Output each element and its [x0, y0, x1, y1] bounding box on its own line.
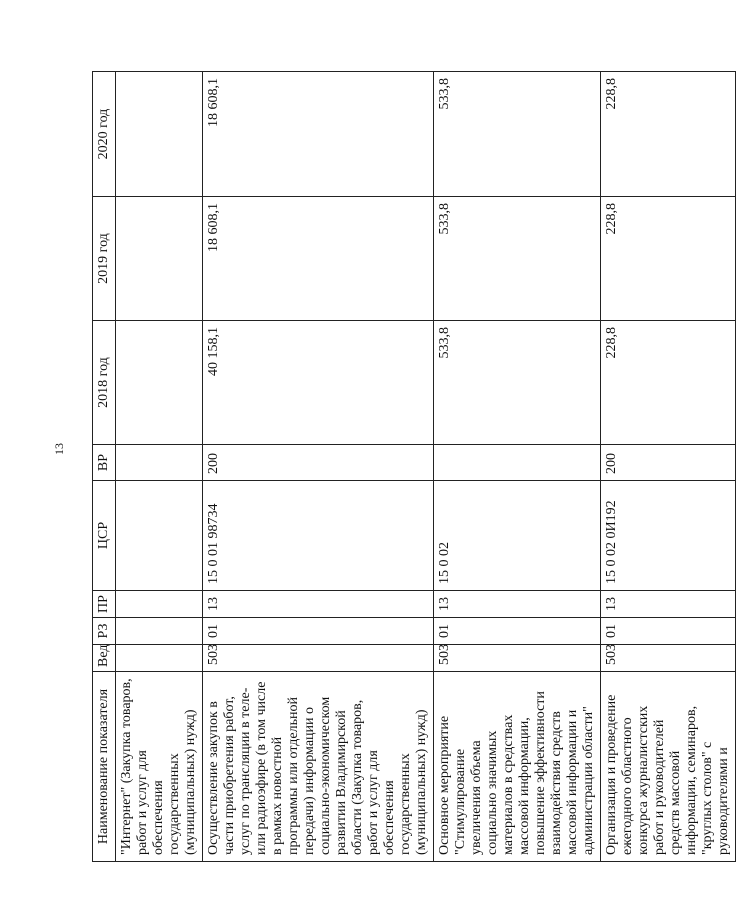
row-ved: 503 — [434, 645, 601, 672]
row-2018: 533,8 — [434, 321, 601, 445]
page-number: 13 — [52, 443, 66, 455]
row-vr — [434, 445, 601, 481]
header-2018: 2018 год — [93, 321, 116, 445]
row-2019: 18 608,1 — [203, 197, 434, 321]
row-pr: 13 — [601, 591, 736, 618]
row-name: Основное мероприятие "Стимулирование увеличения объема социально значимых материалов в средствах массовой информации, повышение эффективности взаимодействия средств массовой информации и администрации области" — [434, 672, 601, 862]
row-2019: 228,8 — [601, 197, 736, 321]
row-2019: 533,8 — [434, 197, 601, 321]
row-pr: 13 — [434, 591, 601, 618]
row-name: Осуществление закупок в части приобретения работ, услуг по трансляции в теле- или радиоэфире (в том числе в рамках новостной программы или отдельной передачи) информации о социально-экономическом развитии Владимирской области (Закупка товаров, работ и услуг для обеспечения государственных (муниципальных) нужд) — [203, 672, 434, 862]
row-pr — [116, 591, 203, 618]
header-rz: РЗ — [93, 618, 116, 645]
row-2019 — [116, 197, 203, 321]
header-2019: 2019 год — [93, 197, 116, 321]
row-2020: 533,8 — [434, 72, 601, 197]
table-row — [601, 72, 736, 862]
row-vr — [116, 445, 203, 481]
row-2020 — [116, 72, 203, 197]
row-name: "Интернет" (Закупка товаров, работ и услуг для обеспечения государственных (муниципальных) нужд) — [116, 672, 203, 862]
row-ved: 503 — [601, 645, 736, 672]
header-row — [93, 72, 116, 862]
row-csr: 15 0 02 0И192 — [601, 481, 736, 591]
row-2018: 40 158,1 — [203, 321, 434, 445]
header-2020: 2020 год — [93, 72, 116, 197]
row-csr — [116, 481, 203, 591]
row-2020: 18 608,1 — [203, 72, 434, 197]
row-2018 — [116, 321, 203, 445]
row-csr: 15 0 02 — [434, 481, 601, 591]
header-csr: ЦСР — [93, 481, 116, 591]
header-ved: Вед — [93, 645, 116, 672]
table-row — [203, 72, 434, 862]
row-name: Организация и проведение ежегодного областного конкурса журналистских работ и руководителей средств массовой информации, семинаров, "круглых столов" с руководителями и — [601, 672, 736, 862]
row-rz: 01 — [601, 618, 736, 645]
row-vr: 200 — [601, 445, 736, 481]
header-name: Наименование показателя — [93, 672, 116, 862]
header-pr: ПР — [93, 591, 116, 618]
row-pr: 13 — [203, 591, 434, 618]
table-row — [434, 72, 601, 862]
row-ved — [116, 645, 203, 672]
row-2020: 228,8 — [601, 72, 736, 197]
row-ved: 503 — [203, 645, 434, 672]
table-row — [116, 72, 203, 862]
row-rz — [116, 618, 203, 645]
row-vr: 200 — [203, 445, 434, 481]
header-vr: ВР — [93, 445, 116, 481]
row-2018: 228,8 — [601, 321, 736, 445]
rotated-table-container — [92, 72, 731, 862]
row-csr: 15 0 01 98734 — [203, 481, 434, 591]
budget-table — [92, 71, 736, 862]
row-rz: 01 — [203, 618, 434, 645]
row-rz: 01 — [434, 618, 601, 645]
